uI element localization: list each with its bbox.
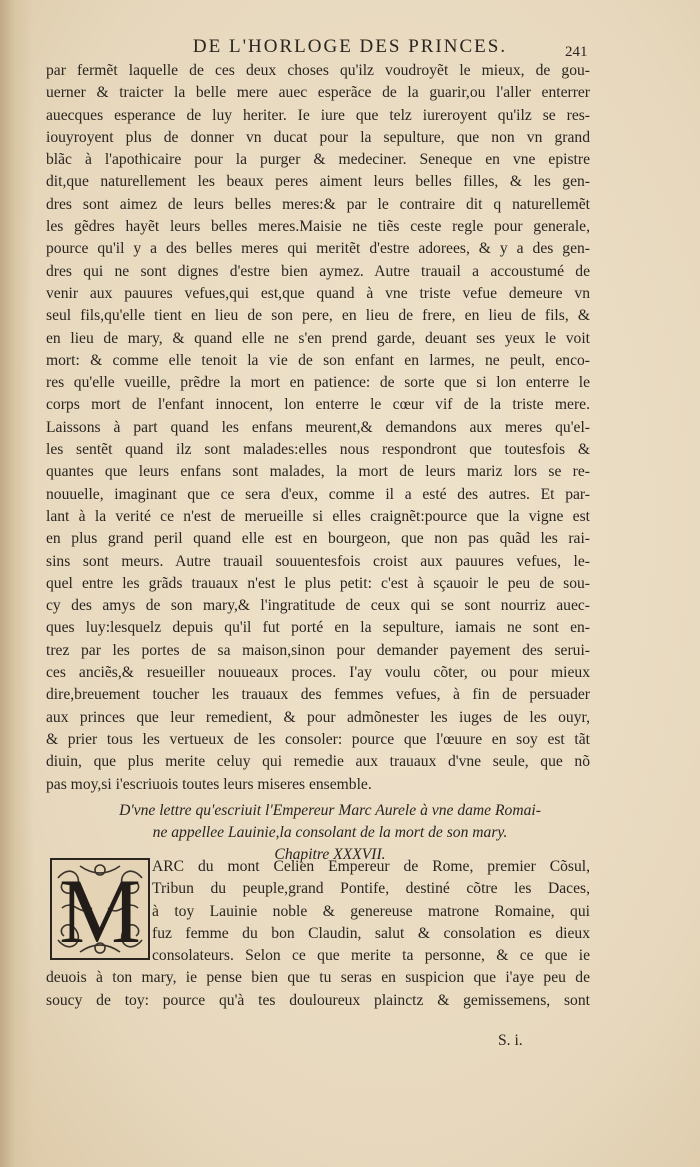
text-line: Tribun du peuple,grand Pontife, destiné cõtre les Daces, (152, 880, 590, 898)
heading-line: D'vne lettre qu'escriuit l'Empereur Marc Aurele à vne dame Romai- (119, 802, 541, 819)
text-line: en plus grand peril quand elle est en bourgeon, que non pas quãd les rai- (46, 530, 590, 548)
text-line: cy des amys de son mary,& l'ingratitude de ceux qui se sont nourriz auec- (46, 597, 590, 615)
running-head: DE L'HORLOGE DES PRINCES. (192, 36, 508, 57)
text-line: lant à la verité ce n'est de merueille si elles craignẽt:pource que la vigne est (46, 507, 590, 525)
text-line: ces anciẽs,& resueiller nouueaux proces. I'ay voulu cõter, ou pour mieux (46, 664, 590, 682)
body-text (46, 60, 590, 796)
text-line: corps mort de l'enfant innocent, lon enterre le cœur vif de la triste mere. (46, 396, 590, 414)
text-line: quel entre les grãds trauaux n'est le plus petit: c'est à sçauoir le peu de sou- (46, 574, 590, 592)
text-line: quantes que leurs enfans sont malades, la mort de leurs mariz lors se re- (46, 463, 590, 481)
signature-mark: S. i. (498, 1032, 523, 1049)
text-line: les gẽdres hayẽt leurs belles meres.Maisie ne tiẽs ceste regle pour generale, (46, 218, 590, 236)
text-line: sins sont meurs. Autre trauail souuentesfois croist aux pauures vefues, le- (46, 552, 590, 570)
text-line: soucy de toy: pource qu'à tes douloureux plainctz & gemissemens, sont (46, 991, 590, 1009)
text-line: res qu'elle vueille, prẽdre la mort en patience: de sorte que si lon enterre le (46, 374, 590, 392)
text-line: diuin, que plus merite celuy qui remedie aux trauaux d'vne seule, que nõ (46, 753, 590, 771)
text-line: consolateurs. Selon ce que merite ta personne, & ce que ie (152, 947, 590, 965)
text-line: dres sont aimez de leurs belles meres:& par le contraire dit q naturellemẽt (46, 195, 590, 213)
chapter-number: Chapitre XXXVII. (274, 846, 386, 863)
text-line: venir aux pauures vefues,qui est,que quand à vne triste vefue demeure vn (46, 284, 590, 302)
text-line: dire,breuement toucher les trauaux des femmes vefues, à fin de persuader (46, 686, 590, 704)
letter-text (46, 856, 590, 1012)
gutter-shadow (0, 0, 34, 1167)
text-line: seul fils,qu'elle tient en lieu de son pere, en lieu de frere, en lieu de fils, & (46, 307, 590, 325)
drop-cap-letter: M (59, 860, 141, 960)
text-line: & prier tous les vertueux de les consoler: pource que l'œuure en soy est tãt (46, 730, 590, 748)
text-line: iouyroyent plus de donner vn ducat pour la sepulture, que non vn grand (46, 128, 590, 146)
text-line: dres qui ne sont dignes d'estre bien aymez. Autre trauail a accoustumé de (46, 262, 590, 280)
text-line: ARC du mont Celien Empereur de Rome, premier Cõsul, (152, 858, 590, 875)
text-line: trez par les portes de sa maison,sinon pour demander payement des serui- (46, 641, 590, 659)
text-line: ques luy:lesquelz depuis qu'il fut porté en la sepulture, iamais ne sont en- (46, 619, 590, 637)
text-line: aux princes que leur remedient, & pour admõnester les iuges de les ouyr, (46, 708, 590, 726)
text-line: en lieu de mary, & quand elle ne s'en prend garde, deuant ses yeux le voit (46, 329, 590, 347)
text-line: pource qu'il y a des belles meres qui meritẽt d'estre adorees, & y a des gen- (46, 240, 590, 258)
text-line: à toy Lauinie noble & genereuse matrone Romaine, qui (152, 902, 590, 920)
text-line: Laissons à part quand les enfans meurent,& demandons aux meres qu'el- (46, 418, 590, 436)
text-line: fuz femme du bon Claudin, salut & consolation es dieux (152, 924, 590, 942)
text-line: auecques esperance de luy heriter. Ie iure que telz iureroyent qu'ilz se res- (46, 106, 590, 124)
text-line: par fermẽt laquelle de ces deux choses qu'ilz voudroyẽt le mieux, de gou- (46, 62, 590, 79)
heading-line: ne appellee Lauinie,la consolant de la mort de son mary. (152, 824, 508, 841)
text-line: pas moy,si i'escriuois toutes leurs miseres ensemble. (46, 775, 372, 793)
text-line: mort: & comme elle tenoit la vie de son enfant en larmes, ne peult, enco- (46, 351, 590, 369)
text-line: blãc à l'apothicaire pour la purger & medeciner. Seneque en vne epistre (46, 151, 590, 169)
text-line: les sentẽt quand ilz sont malades:elles nous respondront que toutesfois & (46, 441, 590, 459)
text-line: deuois à ton mary, ie pense bien que tu seras en suspicion que i'aye peu de (46, 969, 590, 987)
text-line: nouuelle, imaginant que ce sera d'eux, comme il a esté des autres. Et par- (46, 485, 590, 503)
folio-number: 241 (565, 44, 588, 60)
text-line: dit,que naturellement les beaux peres aiment leurs belles filles, & les gen- (46, 173, 590, 191)
text-line: uerner & traicter la belle mere auec esperãce de la guarir,ou l'aller enterrer (46, 84, 590, 102)
